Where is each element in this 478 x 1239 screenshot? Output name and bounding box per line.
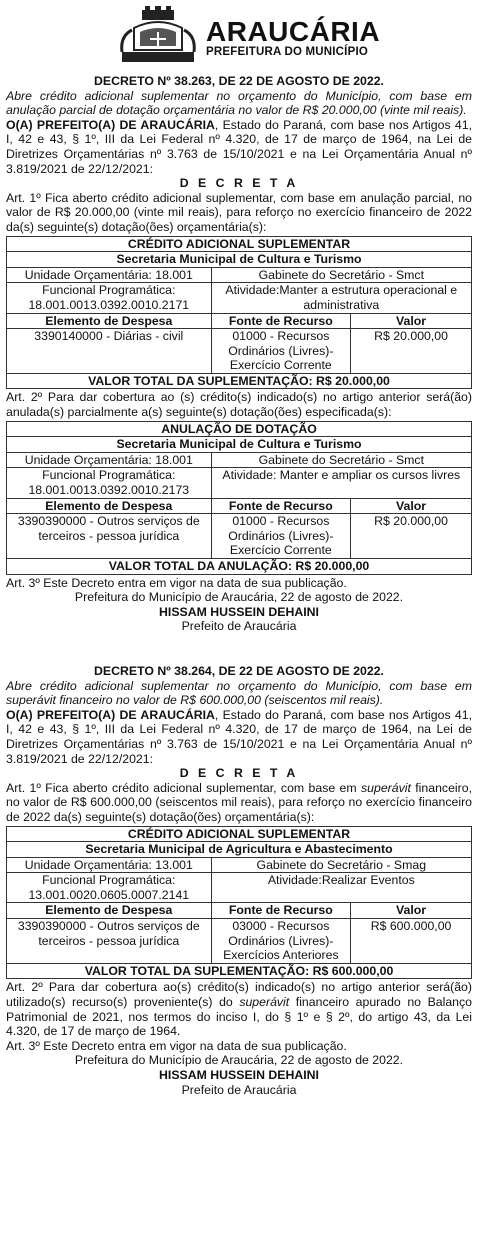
decree-38264	[6, 664, 472, 1097]
table-total: VALOR TOTAL DA SUPLEMENTAÇÃO: R$ 600.000,00	[7, 963, 472, 979]
cell-fonte: 03000 - Recursos Ordinários (Livres)- Exercícios Anteriores	[211, 919, 351, 964]
table-secretaria: Secretaria Municipal de Cultura e Turismo	[7, 437, 472, 453]
decree-preamble	[6, 708, 472, 766]
article-1-text-b: financeiro, no valor de R$ 600.000,00 (seiscentos mil reais), para reforço no exercício financeiro de 2022 da(s) seguinte(s) dotação(ões) orçamentária(s):	[6, 780, 473, 824]
table-funcional: Funcional Programática: 18.001.0013.0392.0010.2173	[7, 468, 212, 498]
article-1-italic: superávit	[361, 780, 411, 795]
decreta-heading: D E C R E T A	[179, 766, 299, 781]
table-heading: ANULAÇÃO DE DOTAÇÃO	[7, 421, 472, 437]
cell-valor: R$ 20.000,00	[351, 514, 472, 559]
cell-elemento: 3390390000 - Outros serviços de terceiros - pessoa jurídica	[7, 919, 212, 964]
table-atividade: Atividade:Realizar Eventos	[211, 873, 471, 903]
preamble-text: , Estado do Paraná, com base nos Artigos 41, I, 42 e 43, § 1º, III da Lei Federal nº 4.320, de 17 de março de 1964, na Lei de Diretrizes Orçamentárias nº 3.763 de 15/10/2021 e na Lei Orçamentária Anual nº 3.819/2021 de 22/12/2021:	[6, 117, 472, 176]
article-1	[6, 781, 472, 825]
table-atividade: Atividade:Manter a estrutura operacional e administrativa	[211, 283, 471, 313]
cell-valor: R$ 600.000,00	[351, 919, 472, 964]
col-elemento: Elemento de Despesa	[7, 498, 212, 514]
decree-preamble	[6, 118, 472, 176]
header	[6, 0, 472, 66]
signer-name: HISSAM HUSSEIN DEHAINI	[159, 604, 319, 619]
col-valor: Valor	[351, 903, 472, 919]
document-page	[6, 0, 472, 1097]
cell-valor: R$ 20.000,00	[351, 329, 472, 374]
col-valor: Valor	[351, 498, 472, 514]
article-2-italic: superávit	[239, 995, 290, 1010]
brand-subtitle: PREFEITURA DO MUNICÍPIO	[206, 46, 368, 58]
table-unidade: Unidade Orçamentária: 18.001	[7, 267, 212, 283]
table-secretaria: Secretaria Municipal de Agricultura e Abastecimento	[7, 842, 472, 858]
decreta-heading: D E C R E T A	[179, 176, 299, 191]
table-heading: CRÉDITO ADICIONAL SUPLEMENTAR	[7, 236, 472, 252]
table-secretaria: Secretaria Municipal de Cultura e Turismo	[7, 252, 472, 268]
article-3: Art. 3º Este Decreto entra em vigor na data de sua publicação.	[6, 575, 347, 590]
col-fonte: Fonte de Recurso	[211, 903, 351, 919]
cell-elemento: 3390140000 - Diárias - civil	[7, 329, 212, 374]
table-total: VALOR TOTAL DA SUPLEMENTAÇÃO: R$ 20.000,00	[7, 373, 472, 389]
decree-summary: Abre crédito adicional suplementar no orçamento do Município, com base em superávit financeiro no valor de R$ 600.000,00 (seiscentos mil reais).	[6, 678, 472, 708]
article-2-text-a: Art. 2º Para dar cobertura ao(s) crédito(s) indicado(s) no artigo anterior será(ão) utilizado(s) recurso(s) proveniente(s) do	[6, 980, 472, 1010]
table-unidade: Unidade Orçamentária: 13.001	[7, 857, 212, 873]
decree-title: DECRETO Nº 38.264, DE 22 DE AGOSTO DE 2022.	[94, 663, 384, 678]
place-date: Prefeitura do Município de Araucária, 22 de agosto de 2022.	[74, 590, 404, 605]
cell-fonte: 01000 - Recursos Ordinários (Livres)- Exercício Corrente	[211, 514, 351, 559]
cell-elemento: 3390390000 - Outros serviços de terceiros - pessoa jurídica	[7, 514, 212, 559]
credit-table	[6, 236, 472, 390]
table-gabinete: Gabinete do Secretário - Smct	[211, 267, 471, 283]
col-elemento: Elemento de Despesa	[7, 313, 212, 329]
brand	[206, 18, 380, 59]
article-2-text-b: financeiro apurado no Balanço Patrimonial de 2021, nos termos do inciso I, do § 1º e § 2º, do artigo 43, da Lei 4.320, de 17 de março de 1964.	[6, 995, 473, 1039]
credit-table	[6, 826, 472, 980]
table-heading: CRÉDITO ADICIONAL SUPLEMENTAR	[7, 826, 472, 842]
table-gabinete: Gabinete do Secretário - Smag	[211, 857, 471, 873]
article-2: Art. 2º Para dar cobertura ao (s) crédito(s) indicado(s) no artigo anterior será(ão) anulada(s) parcialmente a(s) seguinte(s) dotação(ões) especificada(s):	[6, 390, 472, 420]
article-1: Art. 1º Fica aberto crédito adicional suplementar, com base em anulação parcial, no valor de R$ 20.000,00 (vinte mil reais), para reforço no exercício financeiro de 2022 da(s) seguinte(s) dotação(ões) orçamentária(s):	[6, 190, 472, 234]
table-funcional: Funcional Programática: 13.001.0020.0605.0007.2141	[7, 873, 212, 903]
place-date: Prefeitura do Município de Araucária, 22 de agosto de 2022.	[74, 1053, 404, 1068]
article-2	[6, 980, 472, 1038]
col-valor: Valor	[351, 313, 472, 329]
signer-role: Prefeito de Araucária	[181, 1082, 297, 1097]
table-unidade: Unidade Orçamentária: 18.001	[7, 452, 212, 468]
article-1-text-a: Art. 1º Fica aberto crédito adicional suplementar, com base em	[6, 780, 361, 795]
mayor-label: O(A) PREFEITO(A) DE ARAUCÁRIA	[6, 117, 215, 132]
preamble-text: , Estado do Paraná, com base nos Artigos 41, I, 42 e 43, § 1º, III da Lei Federal nº 4.320, de 17 de março de 1964, na Lei de Diretrizes Orçamentárias nº 3.763 de 15/10/2021 e na Lei Orçamentária Anual nº 3.819/2021 de 22/12/2021:	[6, 707, 472, 766]
table-total: VALOR TOTAL DA ANULAÇÃO: R$ 20.000,00	[7, 559, 472, 575]
municipal-crest-icon	[118, 6, 198, 66]
mayor-label: O(A) PREFEITO(A) DE ARAUCÁRIA	[6, 707, 215, 722]
table-gabinete: Gabinete do Secretário - Smct	[211, 452, 471, 468]
col-elemento: Elemento de Despesa	[7, 903, 212, 919]
col-fonte: Fonte de Recurso	[211, 313, 351, 329]
brand-name: ARAUCÁRIA	[206, 16, 381, 47]
signer-name: HISSAM HUSSEIN DEHAINI	[159, 1068, 319, 1082]
signer-role: Prefeito de Araucária	[181, 619, 297, 634]
table-atividade: Atividade: Manter e ampliar os cursos livres	[211, 468, 471, 498]
table-funcional: Funcional Programática: 18.001.0013.0392.0010.2171	[7, 283, 212, 313]
col-fonte: Fonte de Recurso	[211, 498, 351, 514]
decree-summary: Abre crédito adicional suplementar no orçamento do Município, com base em anulação parcial de dotação orçamentária no valor de R$ 20.000,00 (vinte mil reais).	[6, 88, 472, 118]
cell-fonte: 01000 - Recursos Ordinários (Livres)- Exercício Corrente	[211, 329, 351, 374]
annulment-table	[6, 421, 472, 575]
decree-38263	[6, 74, 472, 634]
article-3: Art. 3º Este Decreto entra em vigor na data de sua publicação.	[6, 1038, 347, 1053]
decree-title: DECRETO Nº 38.263, DE 22 DE AGOSTO DE 2022.	[94, 74, 384, 88]
